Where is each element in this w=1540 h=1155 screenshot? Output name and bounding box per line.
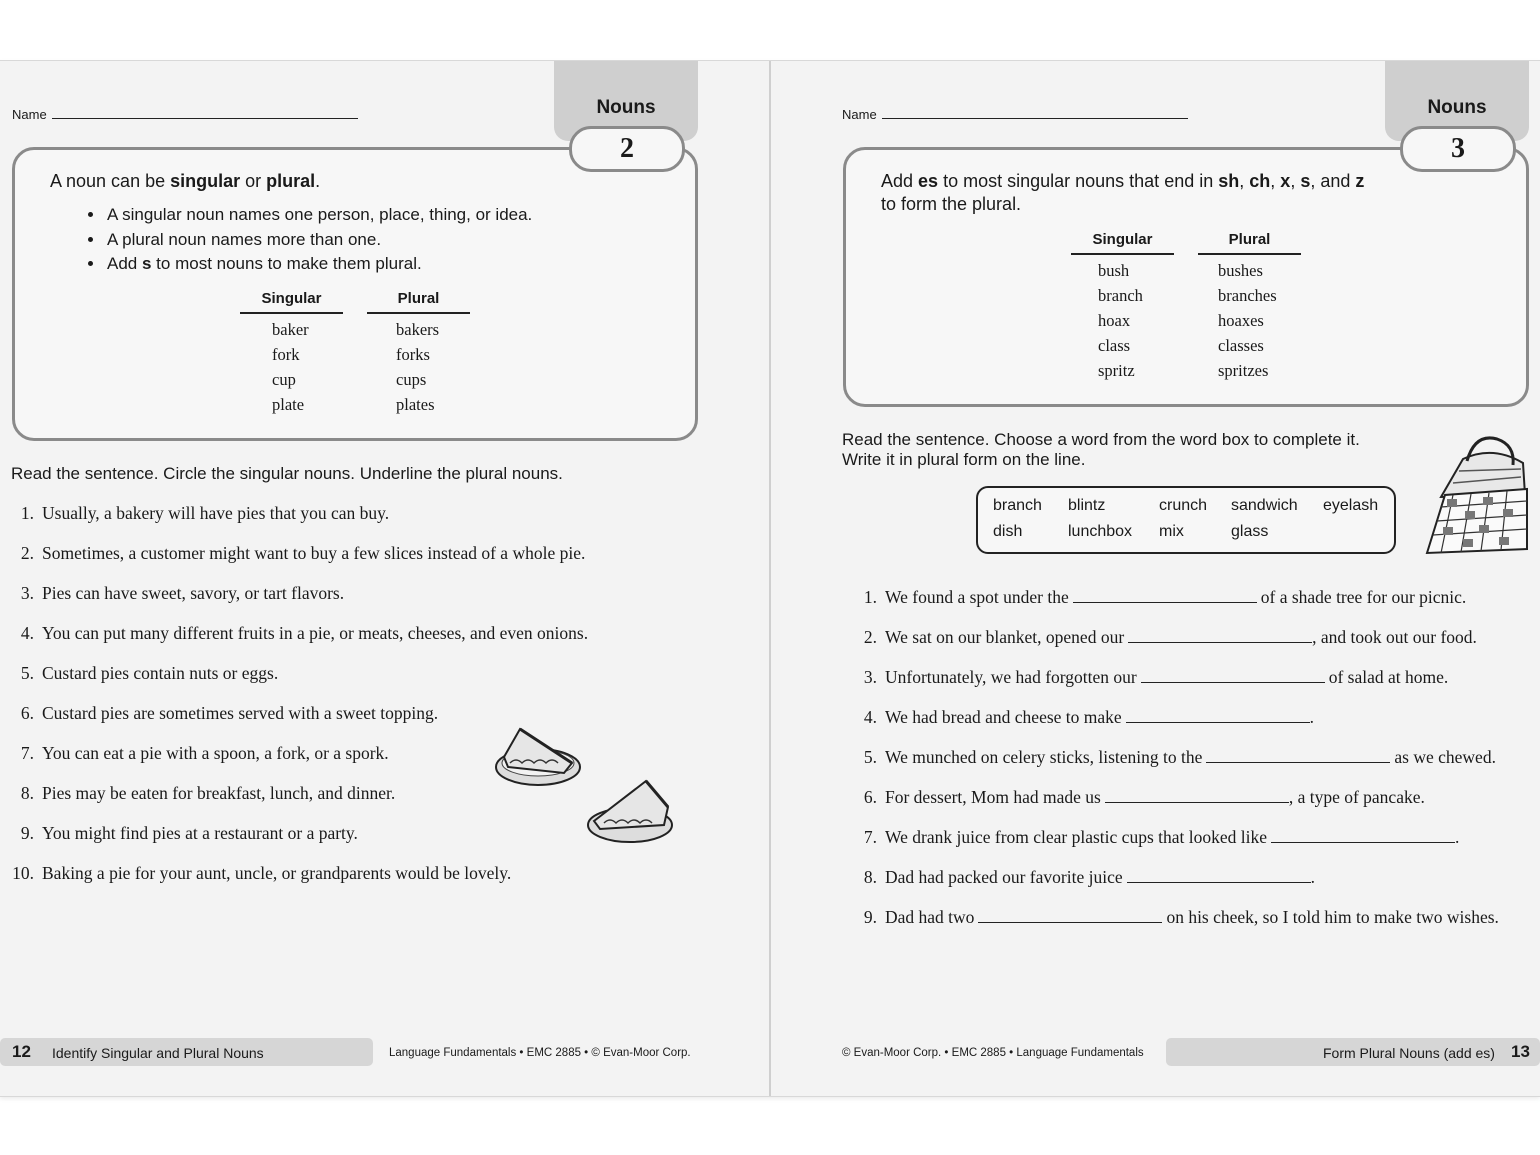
question-item: 3. Pies can have sweet, savory, or tart flavors. (20, 583, 345, 603)
answer-blank[interactable] (1271, 827, 1455, 843)
word-box-item: crunch (1159, 497, 1208, 514)
question-item: 6. Custard pies are sometimes served with a sweet topping. (20, 703, 439, 723)
answer-blank[interactable] (1073, 587, 1257, 603)
instructions: Read the sentence. Choose a word from the word box to complete it. Write it in plural form on the line. (842, 430, 1360, 469)
bullet-item: • A singular noun names one person, place, thing, or idea. (105, 203, 532, 228)
page-number: 13 (1511, 1042, 1530, 1061)
question-item: 6. For dessert, Mom had made us , a type of pancake. (863, 787, 1425, 807)
answer-blank[interactable] (1141, 667, 1325, 683)
answer-blank[interactable] (1126, 707, 1310, 723)
singular-list: baker fork cup plate (272, 320, 309, 414)
page-number: 12 (12, 1042, 31, 1061)
answer-blank[interactable] (1128, 627, 1312, 643)
pie-slice-icon (492, 721, 584, 789)
word-box-item: dish (993, 523, 1023, 540)
name-label: Name (842, 107, 877, 122)
answer-blank[interactable] (1105, 787, 1289, 803)
plural-header: Plural (1198, 231, 1301, 255)
word-box-item: lunchbox (1068, 523, 1133, 540)
singular-header: Singular (1071, 231, 1174, 255)
right-page (771, 61, 1540, 1096)
plural-list: bushes branches hoaxes classes spritzes (1218, 261, 1277, 380)
rule-box (12, 147, 698, 441)
workbook-spread (0, 60, 1540, 1097)
answer-blank[interactable] (978, 907, 1162, 923)
instructions: Read the sentence. Circle the singular nouns. Underline the plural nouns. (11, 464, 563, 483)
question-item: 3. Unfortunately, we had forgotten our of salad at home. (863, 667, 1449, 687)
left-page (0, 61, 769, 1096)
question-item: 7. You can eat a pie with a spoon, a fork, or a spork. (20, 743, 389, 763)
question-item: 8. Pies may be eaten for breakfast, lunch, and dinner. (20, 783, 396, 803)
word-box-item: sandwich (1231, 497, 1298, 514)
lesson-number-badge: 3 (1400, 126, 1516, 172)
lesson-number-badge: 2 (569, 126, 685, 172)
plural-list: bakers forks cups plates (396, 320, 440, 414)
singular-header: Singular (240, 290, 343, 314)
pie-slice-icon (584, 777, 676, 845)
word-box-item: blintz (1068, 497, 1106, 514)
section-title: Nouns (1427, 97, 1487, 118)
footer-topic: Identify Singular and Plural Nouns (52, 1045, 264, 1061)
name-line[interactable] (882, 118, 1188, 119)
question-item: 4. You can put many different fruits in a pie, or meats, cheeses, and even onions. (20, 623, 589, 643)
question-item: 8. Dad had packed our favorite juice . (863, 867, 1315, 887)
name-line[interactable] (52, 118, 358, 119)
rule-bullets (85, 203, 532, 277)
word-box-item: branch (993, 497, 1042, 514)
answer-blank[interactable] (1206, 747, 1390, 763)
question-item: 9. You might find pies at a restaurant or a party. (20, 823, 358, 843)
word-box-item: mix (1159, 523, 1184, 540)
answer-blank[interactable] (1127, 867, 1311, 883)
question-item: 1. Usually, a bakery will have pies that you can buy. (20, 503, 390, 523)
bullet-item: • A plural noun names more than one. (105, 228, 532, 253)
question-item: 5. We munched on celery sticks, listening to the as we chewed. (863, 747, 1496, 767)
word-box-item: eyelash (1323, 497, 1379, 514)
footer-credit: © Evan-Moor Corp. • EMC 2885 • Language Fundamentals (842, 1047, 1144, 1059)
picnic-basket-icon (1423, 431, 1531, 559)
question-item: 5. Custard pies contain nuts or eggs. (20, 663, 279, 683)
question-item: 10. Baking a pie for your aunt, uncle, or grandparents would be lovely. (12, 863, 512, 883)
name-label: Name (12, 107, 47, 122)
word-box (976, 486, 1396, 554)
question-item: 1. We found a spot under the of a shade tree for our picnic. (863, 587, 1467, 607)
question-item: 2. Sometimes, a customer might want to buy a few slices instead of a whole pie. (20, 543, 586, 563)
rule-text: Add es to most singular nouns that end in sh, ch, x, s, and z to form the plural. (881, 171, 1365, 214)
word-box-item: glass (1231, 523, 1269, 540)
question-item: 7. We drank juice from clear plastic cups that looked like . (863, 827, 1460, 847)
singular-list: bush branch hoax class spritz (1098, 261, 1143, 380)
plural-header: Plural (367, 290, 470, 314)
bullet-item: • Add s to most nouns to make them plural. (105, 252, 532, 277)
rule-box (843, 147, 1529, 407)
question-item: 9. Dad had two on his cheek, so I told him to make two wishes. (863, 907, 1499, 927)
question-item: 2. We sat on our blanket, opened our , and took out our food. (863, 627, 1477, 647)
question-item: 4. We had bread and cheese to make . (863, 707, 1315, 727)
section-title: Nouns (596, 97, 656, 118)
footer-credit: Language Fundamentals • EMC 2885 • © Evan-Moor Corp. (389, 1047, 691, 1059)
footer-topic: Form Plural Nouns (add es) (1323, 1045, 1495, 1061)
rule-intro: A noun can be singular or plural. (50, 171, 321, 191)
